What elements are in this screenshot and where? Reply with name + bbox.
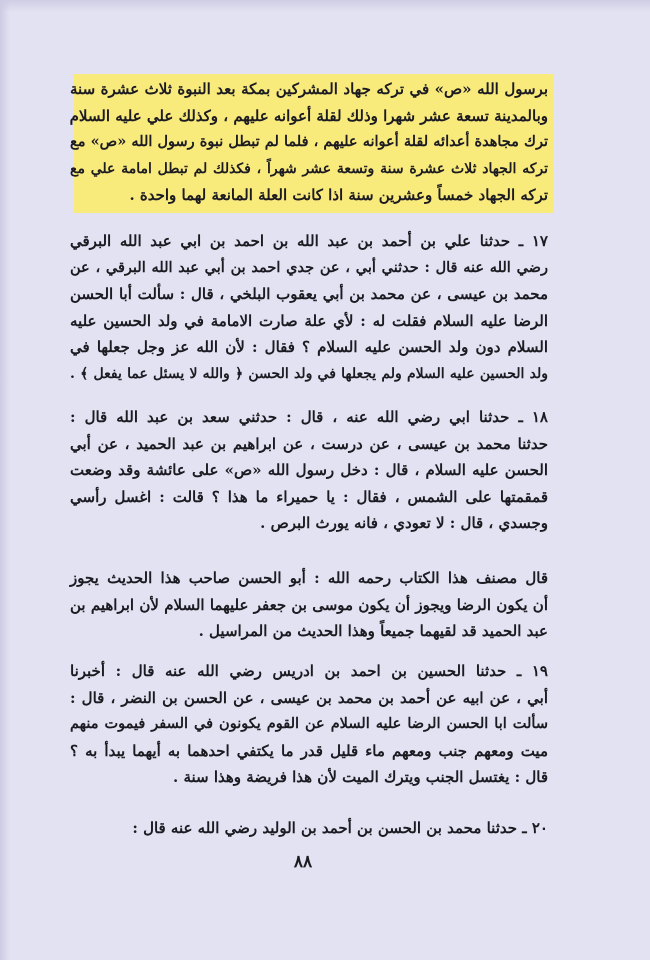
text-line: ١٧ ـ حدثنا علي بن أحمد بن عبد الله بن احمد بن ابي عبد الله البرقي xyxy=(70,232,548,250)
author-note-paragraph xyxy=(70,565,548,645)
hadith-18-paragraph xyxy=(70,404,548,537)
scan-shadow-left xyxy=(0,0,10,960)
text-line: رضي الله عنه قال : حدثني أبي ، عن جدي احمد بن أبي عبد الله البرقي ، عن xyxy=(70,258,548,276)
text-line: الرضا عليه السلام فقلت له : لأي علة صارت الامامة في ولد الحسين عليه xyxy=(70,311,548,330)
text-line: تركه الجهاد خمساً وعشرين سنة اذا كانت العلة المانعة لهما واحدة . xyxy=(129,186,548,204)
text-line: ١٨ ـ حدثنا ابي رضي الله عنه ، قال : حدثني سعد بن عبد الله قال : xyxy=(70,408,548,426)
intro-paragraph xyxy=(70,76,548,209)
text-line: أن يكون الرضا ويجوز أن يكون موسى بن جعفر عليهما السلام لأن ابراهيم بن xyxy=(70,595,548,614)
text-line: تركه الجهاد ثلاث عشرة سنة وتسعة عشر شهراً ، فكذلك لم تبطل امامة علي مع xyxy=(70,160,548,177)
text-line: حدثنا محمد بن عيسى ، عن درست ، عن ابراهيم بن عبد الحميد ، عن أبي xyxy=(70,434,548,453)
text-line: محمد بن عيسى ، عن محمد بن أبي يعقوب البلخي ، قال : سألت أبا الحسن xyxy=(70,285,548,303)
hadith-17-paragraph xyxy=(70,228,548,387)
text-line: وجسدي ، قال : لا تعودي ، فانه يورث البرص . xyxy=(260,514,548,532)
hadith-20-paragraph xyxy=(70,815,548,842)
text-line: الحسن عليه السلام ، قال : دخل رسول الله «ص» على عائشة وقد وضعت xyxy=(70,461,548,479)
page-number: ٨٨ xyxy=(293,852,313,872)
text-line: عبد الحميد قد لقيهما جميعاً وهذا الحديث من المراسيل . xyxy=(198,622,548,640)
text-line: برسول الله «ص» في تركه جهاد المشركين بمكة بعد النبوة ثلاث عشرة سنة xyxy=(70,80,548,98)
text-line: ولد الحسين عليه السلام ولم يجعلها في ولد الحسن ﴿ والله لا يسئل عما يفعل ﴾ . xyxy=(70,365,548,382)
text-line: ٢٠ ـ حدثنا محمد بن الحسن بن أحمد بن الوليد رضي الله عنه قال : xyxy=(132,819,548,837)
text-line: قال مصنف هذا الكتاب رحمه الله : أبو الحسن صاحب هذا الحديث يجوز xyxy=(70,569,548,587)
text-line: قمقمتها على الشمس ، فقال : يا حميراء ما هذا ؟ قالت : اغسل رأسي xyxy=(70,487,548,506)
text-line: قال : يغتسل الجنب ويترك الميت لأن هذا فريضة وهذا سنة . xyxy=(173,768,548,786)
text-line: ميت ومعهم جنب ومعهم ماء قليل قدر ما يكتفي احدهما به أيهما يبدأ به ؟ xyxy=(70,741,548,760)
text-line: ترك مجاهدة أعدائه لقلة أعوانه عليهم ، فلما لم تبطل نبوة رسول الله «ص» مع xyxy=(70,133,548,150)
scan-shadow-top xyxy=(0,0,650,12)
text-line: السلام دون ولد الحسن عليه السلام ؟ فقال : لأن الله عز وجل جعلها في xyxy=(70,338,548,356)
text-line: أبي ، عن ابيه عن أحمد بن محمد بن عيسى ، عن الحسن بن النضر ، قال : xyxy=(70,688,548,707)
hadith-19-paragraph xyxy=(70,658,548,791)
text-line: وبالمدينة تسعة عشر شهرا وذلك لقلة أعوانه عليهم ، وكذلك علي عليه السلام xyxy=(69,106,548,125)
text-line: سألت ابا الحسن الرضا عليه السلام عن القوم يكونون في السفر فيموت منهم xyxy=(70,715,548,732)
text-line: ١٩ ـ حدثنا الحسين بن احمد بن ادريس رضي الله عنه قال : أخبرنا xyxy=(70,662,548,680)
